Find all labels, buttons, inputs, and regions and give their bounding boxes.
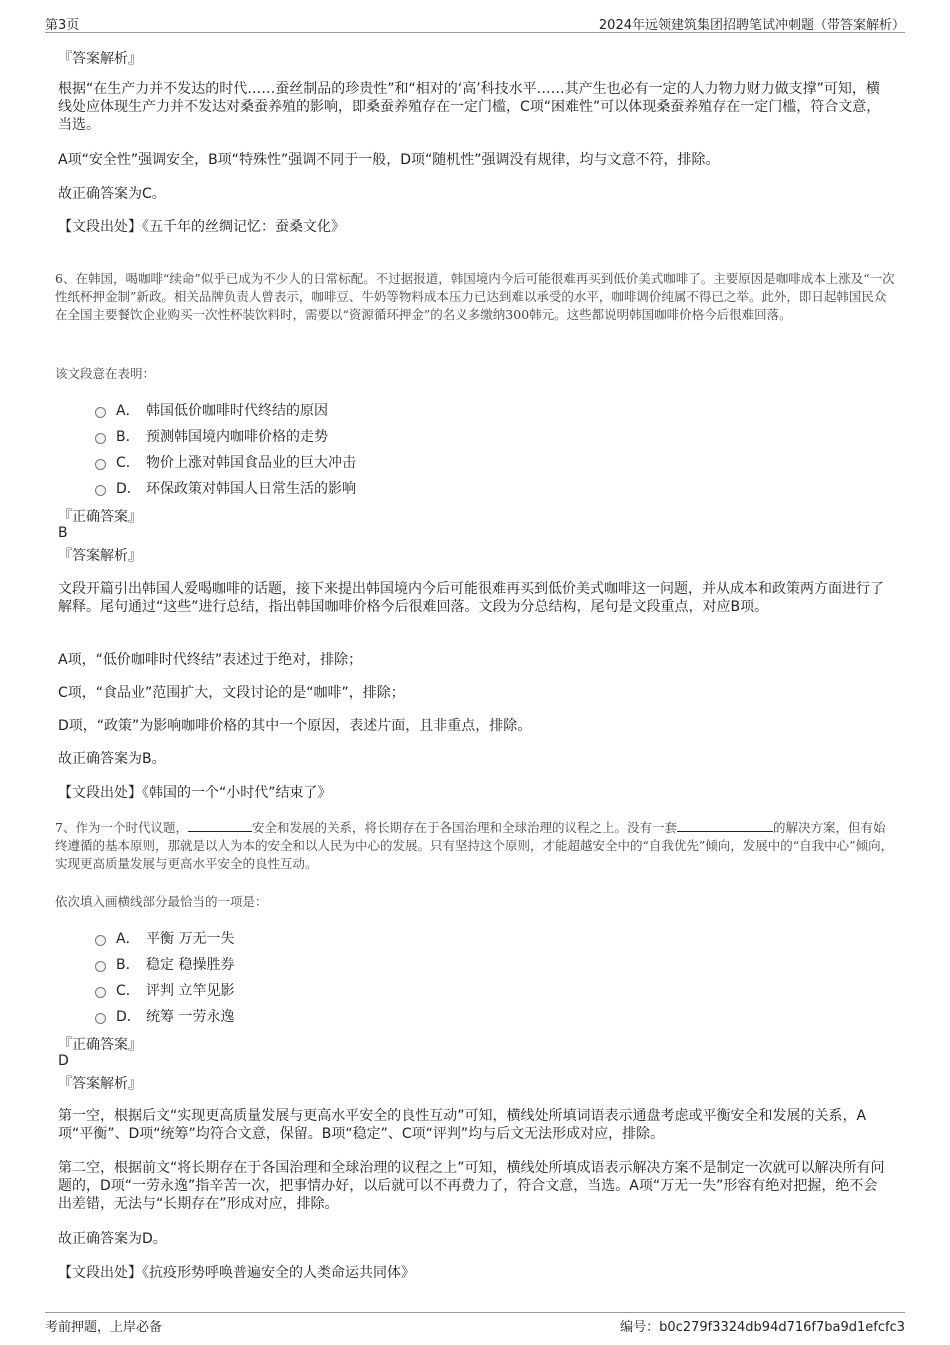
option-key: B． bbox=[116, 429, 140, 445]
document-id: 编号：b0c279f3324db94d716f7ba9d1efcfc3 bbox=[620, 1320, 905, 1335]
source-citation: 【文段出处】《韩国的一个“小时代”结束了》 bbox=[58, 785, 332, 801]
radio-icon[interactable] bbox=[95, 935, 106, 946]
page-number: 第3页 bbox=[45, 18, 80, 33]
option-a[interactable] bbox=[95, 400, 328, 420]
analysis-label: 『答案解析』 bbox=[58, 548, 142, 564]
fill-blank bbox=[188, 820, 252, 832]
option-text: 预测韩国境内咖啡价格的走势 bbox=[146, 429, 328, 445]
analysis-paragraph: 故正确答案为C。 bbox=[58, 186, 166, 202]
question-prompt: 该文段意在表明： bbox=[55, 366, 156, 381]
analysis-label: 『答案解析』 bbox=[58, 51, 142, 67]
option-key: A． bbox=[116, 931, 140, 947]
analysis-label: 『答案解析』 bbox=[58, 1076, 142, 1092]
analysis-paragraph: A项“安全性”强调安全，B项“特殊性”强调不同于一般，D项“随机性”强调没有规律，均与文意不符，排除。 bbox=[58, 152, 720, 168]
correct-answer-label: 『正确答案』 bbox=[58, 509, 142, 525]
analysis-paragraph: 故正确答案为D。 bbox=[58, 1231, 167, 1247]
analysis-paragraph: C项，“食品业”范围扩大，文段讨论的是“咖啡”，排除； bbox=[58, 685, 405, 701]
option-key: D． bbox=[116, 481, 141, 497]
option-b[interactable] bbox=[95, 954, 234, 974]
option-text: 环保政策对韩国人日常生活的影响 bbox=[146, 481, 356, 497]
radio-icon[interactable] bbox=[95, 961, 106, 972]
question-stem: 6、在韩国，喝咖啡“续命”似乎已成为不少人的日常标配。不过据报道，韩国境内今后可能很难再买到低价美式咖啡了。主要原因是咖啡成本上涨及“一次性纸杯押金制”新政。相关品牌负责人曾表示，咖啡豆、牛奶等物料成本压力已达到难以承受的水平，咖啡调价纯属不得已之举。此外，即日起韩国民众在全国主要餐饮企业购买一次性杯装饮料时，需要以“资源循环押金”的名义多缴纳300韩元。这些都说明韩国咖啡价格今后很难回落。 bbox=[55, 271, 895, 322]
option-key: C． bbox=[116, 455, 140, 471]
source-citation: 【文段出处】《抗疫形势呼唤普遍安全的人类命运共同体》 bbox=[58, 1265, 415, 1281]
correct-answer: B bbox=[58, 525, 68, 541]
option-b[interactable] bbox=[95, 426, 328, 446]
option-key: A． bbox=[116, 403, 140, 419]
option-d[interactable] bbox=[95, 478, 356, 498]
option-text: 平衡 万无一失 bbox=[146, 931, 235, 947]
analysis-paragraph: 第二空，根据前文“将长期存在于各国治理和全球治理的议程之上”可知，横线处所填成语表示解决方案不是制定一次就可以解决所有问题的，D项“一劳永逸”指辛苦一次，把事情办好，以后就可以不再费力了，符合文意，当选。A项“万无一失”形容有绝对把握，绝不会出差错，无法与“长期存在”形成对应，排除。 bbox=[58, 1160, 885, 1212]
radio-icon[interactable] bbox=[95, 485, 106, 496]
radio-icon[interactable] bbox=[95, 987, 106, 998]
option-text: 稳定 稳操胜券 bbox=[146, 957, 235, 973]
radio-icon[interactable] bbox=[95, 1013, 106, 1024]
option-key: B． bbox=[116, 957, 140, 973]
option-c[interactable] bbox=[95, 452, 356, 472]
question-stem bbox=[55, 819, 895, 873]
option-key: D． bbox=[116, 1009, 141, 1025]
page-footer bbox=[45, 1312, 905, 1335]
radio-icon[interactable] bbox=[95, 433, 106, 444]
stem-part: 的解决方案，但有始终遵循的基本原则，那就是以人为本的安全和以人民为中心的发展。只有坚持这个原则，才能超越安全中的“自我优先”倾向，发展中的“自我中心”倾向，实现更高质量发展与更高水平安全的良性互动。 bbox=[55, 820, 894, 871]
stem-part: 7、作为一个时代议题， bbox=[55, 820, 188, 835]
analysis-paragraph: 根据“在生产力并不发达的时代……蚕丝制品的珍贵性”和“相对的‘高’科技水平……其产生也必有一定的人力物力财力做支撑”可知，横线处应体现生产力并不发达对桑蚕养殖的影响，即桑蚕养殖存在一定门槛，C项“困难性”可以体现桑蚕养殖存在一定门槛，符合文意，当选。 bbox=[58, 81, 881, 133]
option-c[interactable] bbox=[95, 980, 234, 1000]
option-key: C． bbox=[116, 983, 140, 999]
radio-icon[interactable] bbox=[95, 459, 106, 470]
analysis-paragraph: 故正确答案为B。 bbox=[58, 751, 166, 767]
stem-part: 安全和发展的关系，将长期存在于各国治理和全球治理的议程之上。没有一套 bbox=[251, 820, 677, 835]
correct-answer-label: 『正确答案』 bbox=[58, 1037, 142, 1053]
option-d[interactable] bbox=[95, 1006, 234, 1026]
option-text: 韩国低价咖啡时代终结的原因 bbox=[146, 403, 328, 419]
source-citation: 【文段出处】《五千年的丝绸记忆：蚕桑文化》 bbox=[58, 219, 345, 235]
analysis-paragraph: A项，“低价咖啡时代终结”表述过于绝对，排除； bbox=[58, 652, 363, 668]
analysis-paragraph: D项，“政策”为影响咖啡价格的其中一个原因，表述片面，且非重点，排除。 bbox=[58, 718, 532, 734]
footer-slogan: 考前押题，上岸必备 bbox=[45, 1320, 163, 1335]
analysis-paragraph: 第一空，根据后文“实现更高质量发展与更高水平安全的良性互动”可知，横线处所填词语表示通盘考虑或平衡安全和发展的关系，A项“平衡”、D项“统筹”均符合文意，保留。B项“稳定”、C项“评判”均与后文无法形成对应，排除。 bbox=[58, 1108, 867, 1142]
option-text: 评判 立竿见影 bbox=[146, 983, 235, 999]
page-header bbox=[45, 12, 905, 33]
question-prompt: 依次填入画横线部分最恰当的一项是： bbox=[55, 894, 268, 909]
option-text: 统筹 一劳永逸 bbox=[146, 1009, 235, 1025]
fill-blank bbox=[677, 820, 773, 832]
radio-icon[interactable] bbox=[95, 407, 106, 418]
correct-answer: D bbox=[58, 1053, 69, 1069]
option-a[interactable] bbox=[95, 928, 234, 948]
option-text: 物价上涨对韩国食品业的巨大冲击 bbox=[146, 455, 356, 471]
document-title: 2024年远领建筑集团招聘笔试冲刺题（带答案解析） bbox=[598, 18, 905, 33]
analysis-paragraph: 文段开篇引出韩国人爱喝咖啡的话题，接下来提出韩国境内今后可能很难再买到低价美式咖啡这一问题，并从成本和政策两方面进行了解释。尾句通过“这些”进行总结，指出韩国咖啡价格今后很难回落。文段为分总结构，尾句是文段重点，对应B项。 bbox=[58, 581, 884, 615]
